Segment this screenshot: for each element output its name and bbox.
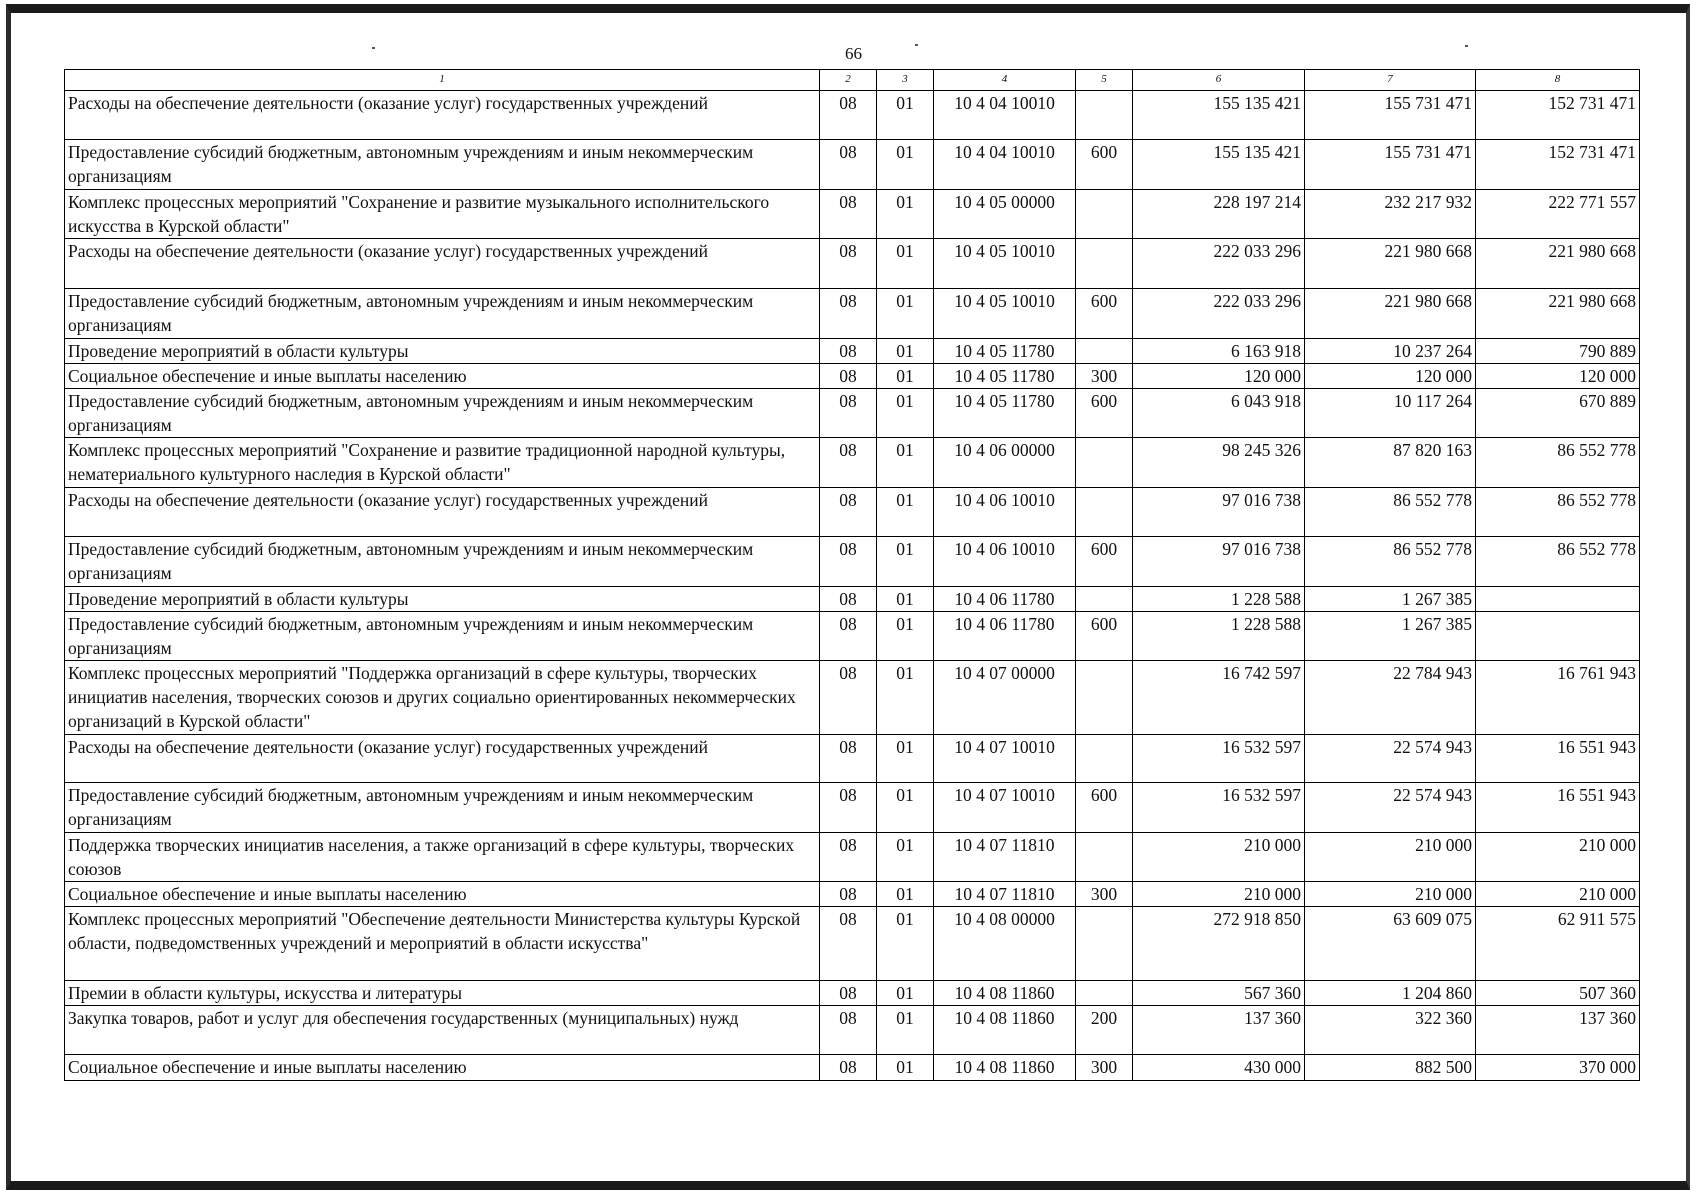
amount-col-6: 222 033 296 (1133, 239, 1305, 289)
expense-type-code: 600 (1076, 783, 1133, 833)
amount-col-8: 210 000 (1476, 882, 1640, 907)
target-article-code: 10 4 06 11780 (934, 587, 1076, 612)
amount-col-6: 16 532 597 (1133, 735, 1305, 783)
amount-col-8: 370 000 (1476, 1055, 1640, 1081)
section-code: 08 (820, 981, 877, 1006)
subsection-code: 01 (877, 735, 934, 783)
table-row (65, 735, 1640, 783)
target-article-code: 10 4 07 10010 (934, 735, 1076, 783)
table-row (65, 438, 1640, 488)
target-article-code: 10 4 07 11810 (934, 833, 1076, 882)
amount-col-8: 221 980 668 (1476, 239, 1640, 289)
subsection-code: 01 (877, 239, 934, 289)
row-name: Социальное обеспечение и иные выплаты населению (65, 364, 820, 389)
subsection-code: 01 (877, 364, 934, 389)
subsection-code: 01 (877, 190, 934, 239)
amount-col-7: 210 000 (1305, 882, 1476, 907)
page-number: 66 (845, 44, 862, 63)
amount-col-6: 272 918 850 (1133, 907, 1305, 981)
amount-col-7: 63 609 075 (1305, 907, 1476, 981)
subsection-code: 01 (877, 1006, 934, 1055)
row-name: Предоставление субсидий бюджетным, автономным учреждениям и иным некоммерческим организациям (65, 612, 820, 661)
amount-col-6: 137 360 (1133, 1006, 1305, 1055)
section-code: 08 (820, 364, 877, 389)
target-article-code: 10 4 05 11780 (934, 389, 1076, 438)
expense-type-code (1076, 833, 1133, 882)
subsection-code: 01 (877, 587, 934, 612)
expense-type-code (1076, 91, 1133, 140)
amount-col-6: 430 000 (1133, 1055, 1305, 1081)
amount-col-7: 86 552 778 (1305, 488, 1476, 537)
amount-col-8: 152 731 471 (1476, 140, 1640, 190)
target-article-code: 10 4 05 11780 (934, 339, 1076, 364)
table-row (65, 612, 1640, 661)
amount-col-6: 155 135 421 (1133, 91, 1305, 140)
column-number-row (65, 70, 1640, 91)
amount-col-7: 232 217 932 (1305, 190, 1476, 239)
amount-col-7: 10 117 264 (1305, 389, 1476, 438)
subsection-code: 01 (877, 882, 934, 907)
row-name: Расходы на обеспечение деятельности (оказание услуг) государственных учреждений (65, 239, 820, 289)
subsection-code: 01 (877, 339, 934, 364)
amount-col-6: 210 000 (1133, 882, 1305, 907)
target-article-code: 10 4 05 10010 (934, 289, 1076, 339)
row-name: Социальное обеспечение и иные выплаты населению (65, 1055, 820, 1081)
expense-type-code (1076, 239, 1133, 289)
expense-type-code (1076, 735, 1133, 783)
row-name: Расходы на обеспечение деятельности (оказание услуг) государственных учреждений (65, 735, 820, 783)
amount-col-6: 210 000 (1133, 833, 1305, 882)
expense-type-code: 600 (1076, 537, 1133, 587)
amount-col-7: 87 820 163 (1305, 438, 1476, 488)
amount-col-6: 228 197 214 (1133, 190, 1305, 239)
row-name: Премии в области культуры, искусства и литературы (65, 981, 820, 1006)
table-row (65, 364, 1640, 389)
subsection-code: 01 (877, 488, 934, 537)
section-code: 08 (820, 389, 877, 438)
subsection-code: 01 (877, 833, 934, 882)
section-code: 08 (820, 661, 877, 735)
column-number: 1 (65, 70, 820, 91)
target-article-code: 10 4 05 00000 (934, 190, 1076, 239)
table-row (65, 339, 1640, 364)
amount-col-7: 221 980 668 (1305, 289, 1476, 339)
subsection-code: 01 (877, 907, 934, 981)
amount-col-8: 152 731 471 (1476, 91, 1640, 140)
row-name: Предоставление субсидий бюджетным, автономным учреждениям и иным некоммерческим организациям (65, 783, 820, 833)
amount-col-8: 86 552 778 (1476, 537, 1640, 587)
table-row (65, 1006, 1640, 1055)
amount-col-8: 221 980 668 (1476, 289, 1640, 339)
row-name: Проведение мероприятий в области культуры (65, 587, 820, 612)
target-article-code: 10 4 05 11780 (934, 364, 1076, 389)
row-name: Комплекс процессных мероприятий "Поддержка организаций в сфере культуры, творческих инициатив населения, творческих союзов и других социально ориентированных некоммерческих организаций в Курской области" (65, 661, 820, 735)
amount-col-8: 16 551 943 (1476, 735, 1640, 783)
target-article-code: 10 4 08 11860 (934, 981, 1076, 1006)
target-article-code: 10 4 07 10010 (934, 783, 1076, 833)
amount-col-6: 6 163 918 (1133, 339, 1305, 364)
expense-type-code (1076, 981, 1133, 1006)
row-name: Предоставление субсидий бюджетным, автономным учреждениям и иным некоммерческим организациям (65, 389, 820, 438)
table-row (65, 140, 1640, 190)
amount-col-6: 1 228 588 (1133, 612, 1305, 661)
section-code: 08 (820, 190, 877, 239)
target-article-code: 10 4 08 11860 (934, 1006, 1076, 1055)
amount-col-7: 22 784 943 (1305, 661, 1476, 735)
amount-col-6: 155 135 421 (1133, 140, 1305, 190)
amount-col-7: 86 552 778 (1305, 537, 1476, 587)
amount-col-7: 1 267 385 (1305, 587, 1476, 612)
amount-col-8: 670 889 (1476, 389, 1640, 438)
amount-col-8: 62 911 575 (1476, 907, 1640, 981)
amount-col-7: 210 000 (1305, 833, 1476, 882)
column-number: 3 (877, 70, 934, 91)
section-code: 08 (820, 537, 877, 587)
amount-col-6: 567 360 (1133, 981, 1305, 1006)
table-row (65, 488, 1640, 537)
amount-col-8: 16 551 943 (1476, 783, 1640, 833)
amount-col-8: 222 771 557 (1476, 190, 1640, 239)
row-name: Расходы на обеспечение деятельности (оказание услуг) государственных учреждений (65, 91, 820, 140)
table-row (65, 907, 1640, 981)
expense-type-code: 600 (1076, 289, 1133, 339)
amount-col-7: 155 731 471 (1305, 140, 1476, 190)
amount-col-8: 210 000 (1476, 833, 1640, 882)
amount-col-6: 222 033 296 (1133, 289, 1305, 339)
section-code: 08 (820, 488, 877, 537)
section-code: 08 (820, 140, 877, 190)
amount-col-6: 16 742 597 (1133, 661, 1305, 735)
amount-col-8: 790 889 (1476, 339, 1640, 364)
row-name: Поддержка творческих инициатив населения, а также организаций в сфере культуры, творческих союзов (65, 833, 820, 882)
amount-col-8: 120 000 (1476, 364, 1640, 389)
amount-col-6: 6 043 918 (1133, 389, 1305, 438)
expense-type-code: 300 (1076, 882, 1133, 907)
target-article-code: 10 4 07 00000 (934, 661, 1076, 735)
target-article-code: 10 4 08 00000 (934, 907, 1076, 981)
table-row (65, 833, 1640, 882)
column-number: 2 (820, 70, 877, 91)
column-number: 4 (934, 70, 1076, 91)
expense-type-code (1076, 438, 1133, 488)
section-code: 08 (820, 587, 877, 612)
amount-col-8: 86 552 778 (1476, 438, 1640, 488)
amount-col-7: 882 500 (1305, 1055, 1476, 1081)
amount-col-8: 86 552 778 (1476, 488, 1640, 537)
table-row (65, 190, 1640, 239)
target-article-code: 10 4 07 11810 (934, 882, 1076, 907)
row-name: Проведение мероприятий в области культуры (65, 339, 820, 364)
expense-type-code (1076, 587, 1133, 612)
expense-type-code: 600 (1076, 612, 1133, 661)
amount-col-7: 1 204 860 (1305, 981, 1476, 1006)
amount-col-7: 322 360 (1305, 1006, 1476, 1055)
subsection-code: 01 (877, 289, 934, 339)
amount-col-6: 16 532 597 (1133, 783, 1305, 833)
row-name: Расходы на обеспечение деятельности (оказание услуг) государственных учреждений (65, 488, 820, 537)
table-row (65, 882, 1640, 907)
amount-col-6: 97 016 738 (1133, 488, 1305, 537)
subsection-code: 01 (877, 389, 934, 438)
table-row (65, 1055, 1640, 1081)
amount-col-7: 22 574 943 (1305, 783, 1476, 833)
expense-type-code: 300 (1076, 1055, 1133, 1081)
section-code: 08 (820, 289, 877, 339)
amount-col-8 (1476, 587, 1640, 612)
section-code: 08 (820, 1006, 877, 1055)
row-name: Комплекс процессных мероприятий "Обеспечение деятельности Министерства культуры Курской области, подведомственных учреждений и мероприятий в области искусства" (65, 907, 820, 981)
amount-col-6: 1 228 588 (1133, 587, 1305, 612)
row-name: Социальное обеспечение и иные выплаты населению (65, 882, 820, 907)
amount-col-8: 507 360 (1476, 981, 1640, 1006)
expense-type-code (1076, 190, 1133, 239)
table-row (65, 661, 1640, 735)
row-name: Комплекс процессных мероприятий "Сохранение и развитие традиционной народной культуры, нематериального культурного наследия в Курской области" (65, 438, 820, 488)
row-name: Предоставление субсидий бюджетным, автономным учреждениям и иным некоммерческим организациям (65, 537, 820, 587)
amount-col-7: 10 237 264 (1305, 339, 1476, 364)
subsection-code: 01 (877, 1055, 934, 1081)
section-code: 08 (820, 91, 877, 140)
table-row (65, 981, 1640, 1006)
subsection-code: 01 (877, 537, 934, 587)
amount-col-8: 137 360 (1476, 1006, 1640, 1055)
table-row (65, 587, 1640, 612)
amount-col-7: 22 574 943 (1305, 735, 1476, 783)
column-number: 5 (1076, 70, 1133, 91)
table-row (65, 537, 1640, 587)
section-code: 08 (820, 882, 877, 907)
expense-type-code: 200 (1076, 1006, 1133, 1055)
amount-col-7: 120 000 (1305, 364, 1476, 389)
table-row (65, 239, 1640, 289)
target-article-code: 10 4 04 10010 (934, 91, 1076, 140)
amount-col-6: 97 016 738 (1133, 537, 1305, 587)
amount-col-7: 221 980 668 (1305, 239, 1476, 289)
section-code: 08 (820, 438, 877, 488)
section-code: 08 (820, 783, 877, 833)
table-row (65, 389, 1640, 438)
subsection-code: 01 (877, 981, 934, 1006)
expense-type-code (1076, 661, 1133, 735)
amount-col-8 (1476, 612, 1640, 661)
subsection-code: 01 (877, 140, 934, 190)
expense-type-code (1076, 488, 1133, 537)
amount-col-7: 1 267 385 (1305, 612, 1476, 661)
target-article-code: 10 4 06 10010 (934, 488, 1076, 537)
expense-type-code: 300 (1076, 364, 1133, 389)
section-code: 08 (820, 612, 877, 661)
row-name: Закупка товаров, работ и услуг для обеспечения государственных (муниципальных) нужд (65, 1006, 820, 1055)
target-article-code: 10 4 05 10010 (934, 239, 1076, 289)
column-number: 8 (1476, 70, 1640, 91)
subsection-code: 01 (877, 661, 934, 735)
subsection-code: 01 (877, 783, 934, 833)
expense-type-code: 600 (1076, 389, 1133, 438)
budget-table (64, 69, 1640, 1081)
amount-col-7: 155 731 471 (1305, 91, 1476, 140)
column-number: 6 (1133, 70, 1305, 91)
target-article-code: 10 4 06 11780 (934, 612, 1076, 661)
target-article-code: 10 4 08 11860 (934, 1055, 1076, 1081)
row-name: Предоставление субсидий бюджетным, автономным учреждениям и иным некоммерческим организациям (65, 289, 820, 339)
table-row (65, 91, 1640, 140)
target-article-code: 10 4 06 10010 (934, 537, 1076, 587)
section-code: 08 (820, 833, 877, 882)
table-row (65, 289, 1640, 339)
subsection-code: 01 (877, 91, 934, 140)
amount-col-6: 120 000 (1133, 364, 1305, 389)
subsection-code: 01 (877, 438, 934, 488)
expense-type-code (1076, 339, 1133, 364)
amount-col-6: 98 245 326 (1133, 438, 1305, 488)
section-code: 08 (820, 907, 877, 981)
section-code: 08 (820, 339, 877, 364)
section-code: 08 (820, 1055, 877, 1081)
table-row (65, 783, 1640, 833)
section-code: 08 (820, 735, 877, 783)
target-article-code: 10 4 06 00000 (934, 438, 1076, 488)
subsection-code: 01 (877, 612, 934, 661)
expense-type-code: 600 (1076, 140, 1133, 190)
target-article-code: 10 4 04 10010 (934, 140, 1076, 190)
section-code: 08 (820, 239, 877, 289)
row-name: Предоставление субсидий бюджетным, автономным учреждениям и иным некоммерческим организациям (65, 140, 820, 190)
row-name: Комплекс процессных мероприятий "Сохранение и развитие музыкального исполнительского искусства в Курской области" (65, 190, 820, 239)
amount-col-8: 16 761 943 (1476, 661, 1640, 735)
expense-type-code (1076, 907, 1133, 981)
column-number: 7 (1305, 70, 1476, 91)
